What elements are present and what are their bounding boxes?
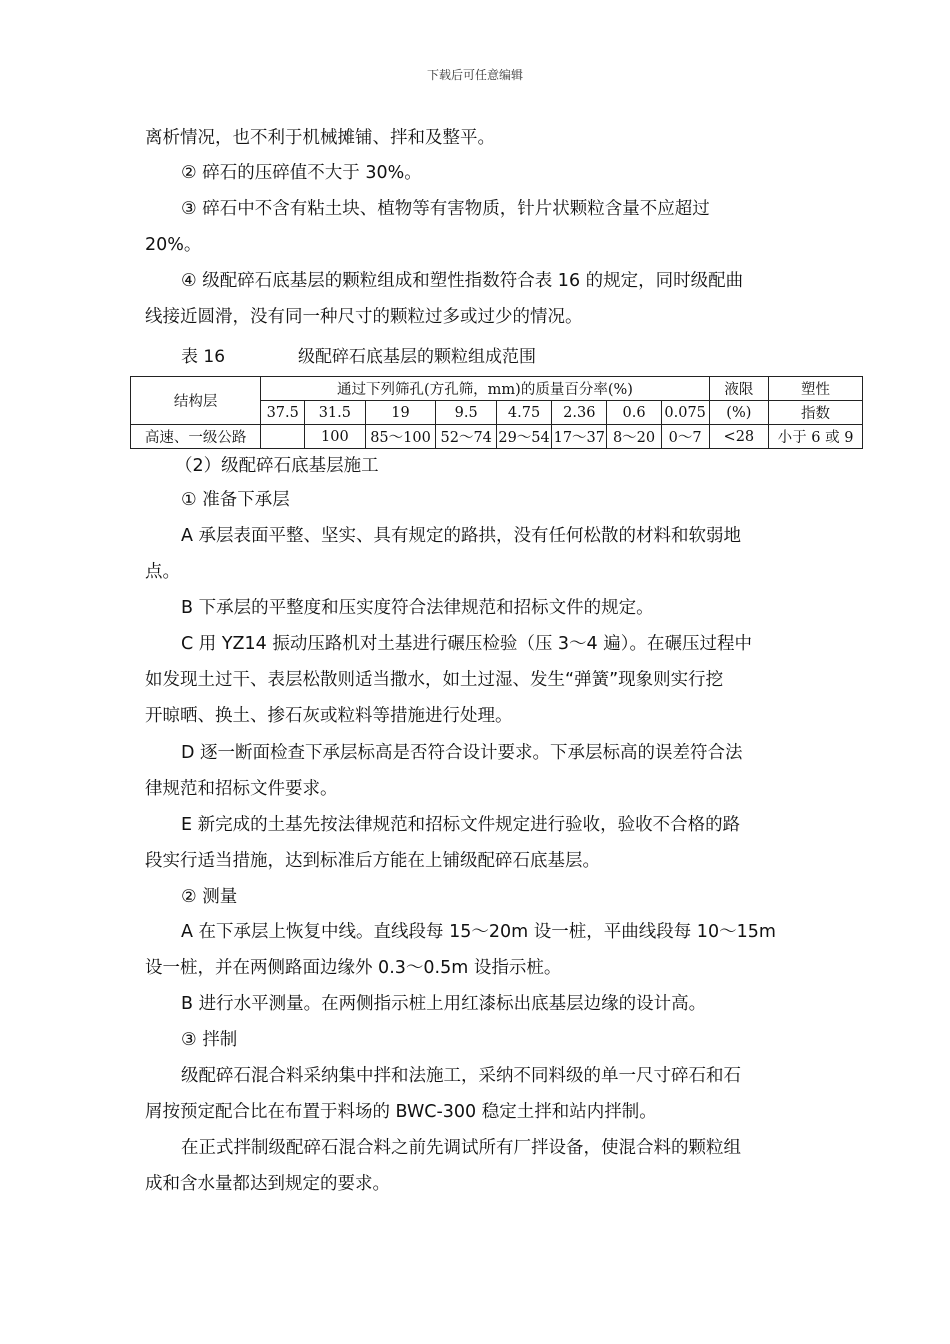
text-line: 开晾晒、换土、掺石灰或粒料等措施进行处理。 <box>145 706 513 726</box>
liquid-limit-unit: (%) <box>709 401 768 425</box>
text-line: 成和含水量都达到规定的要求。 <box>145 1174 390 1194</box>
plasticity-header: 塑性 <box>769 377 863 401</box>
table-caption-number: 表 16 <box>181 347 226 367</box>
table-header-row <box>131 377 863 401</box>
plasticity-sub-header: 指数 <box>769 401 863 425</box>
table-cell: 85～100 <box>365 425 436 449</box>
sieve-size: 2.36 <box>552 401 607 425</box>
sieve-size: 37.5 <box>261 401 305 425</box>
section-heading: （2）级配碎石底基层施工 <box>175 456 379 476</box>
sieve-size: 19 <box>365 401 436 425</box>
sieve-size: 4.75 <box>496 401 551 425</box>
sieve-size: 31.5 <box>305 401 365 425</box>
table-row <box>131 425 863 449</box>
text-line: B 进行水平测量。在两侧指示桩上用红漆标出底基层边缘的设计高。 <box>181 994 707 1014</box>
row-label: 高速、一级公路 <box>131 425 261 449</box>
table-cell: 29～54 <box>496 425 551 449</box>
grading-table <box>130 376 863 449</box>
plasticity-value: 小于 6 或 9 <box>769 425 863 449</box>
sieve-size: 9.5 <box>436 401 496 425</box>
subsection-heading: ③ 拌制 <box>181 1030 238 1050</box>
text-line: 设一桩，并在两侧路面边缘外 0.3～0.5m 设指示桩。 <box>145 958 562 978</box>
text-line: 级配碎石混合料采纳集中拌和法施工，采纳不同料级的单一尺寸碎石和石 <box>181 1066 741 1086</box>
text-line: 点。 <box>145 562 180 582</box>
text-line: 段实行适当措施，达到标准后方能在上铺级配碎石底基层。 <box>145 851 600 871</box>
liquid-limit-header: 液限 <box>709 377 768 401</box>
text-line: 线接近圆滑，没有同一种尺寸的颗粒过多或过少的情况。 <box>145 307 583 327</box>
text-line: 屑按预定配合比在布置于料场的 BWC-300 稳定土拌和站内拌制。 <box>145 1102 657 1122</box>
text-line: ② 碎石的压碎值不大于 30%。 <box>181 163 422 183</box>
text-line: 在正式拌制级配碎石混合料之前先调试所有厂拌设备，使混合料的颗粒组 <box>181 1138 741 1158</box>
table-cell: 17～37 <box>552 425 607 449</box>
table-cell: 0～7 <box>661 425 709 449</box>
text-line: E 新完成的土基先按法律规范和招标文件规定进行验收，验收不合格的路 <box>181 815 741 835</box>
sieve-size: 0.075 <box>661 401 709 425</box>
liquid-limit-value: <28 <box>709 425 768 449</box>
text-line: 如发现土过干、表层松散则适当撒水，如土过湿、发生“弹簧”现象则实行挖 <box>145 670 724 690</box>
table-cell <box>261 425 305 449</box>
table-caption-title: 级配碎石底基层的颗粒组成范围 <box>298 347 536 367</box>
text-line: 20%。 <box>145 235 202 255</box>
table-cell: 100 <box>305 425 365 449</box>
sieve-size: 0.6 <box>607 401 661 425</box>
passing-percent-header: 通过下列筛孔(方孔筛，mm)的质量百分率(%) <box>261 377 709 401</box>
table-cell: 8～20 <box>607 425 661 449</box>
text-line: 离析情况，也不利于机械摊铺、拌和及整平。 <box>145 128 495 148</box>
page-header: 下载后可任意编辑 <box>426 68 523 82</box>
table-cell: 52～74 <box>436 425 496 449</box>
structure-layer-header: 结构层 <box>131 377 261 425</box>
text-line: B 下承层的平整度和压实度符合法律规范和招标文件的规定。 <box>181 598 654 618</box>
text-line: A 在下承层上恢复中线。直线段每 15～20m 设一桩，平曲线段每 10～15m <box>181 922 776 942</box>
subsection-heading: ① 准备下承层 <box>181 490 290 510</box>
text-line: D 逐一断面检查下承层标高是否符合设计要求。下承层标高的误差符合法 <box>181 743 743 763</box>
text-line: C 用 YZ14 振动压路机对土基进行碾压检验（压 3～4 遍）。在碾压过程中 <box>181 634 752 654</box>
text-line: 律规范和招标文件要求。 <box>145 779 338 799</box>
subsection-heading: ② 测量 <box>181 887 238 907</box>
text-line: ③ 碎石中不含有粘土块、植物等有害物质，针片状颗粒含量不应超过 <box>181 199 710 219</box>
text-line: ④ 级配碎石底基层的颗粒组成和塑性指数符合表 16 的规定，同时级配曲 <box>181 271 744 291</box>
text-line: A 承层表面平整、坚实、具有规定的路拱，没有任何松散的材料和软弱地 <box>181 526 742 546</box>
